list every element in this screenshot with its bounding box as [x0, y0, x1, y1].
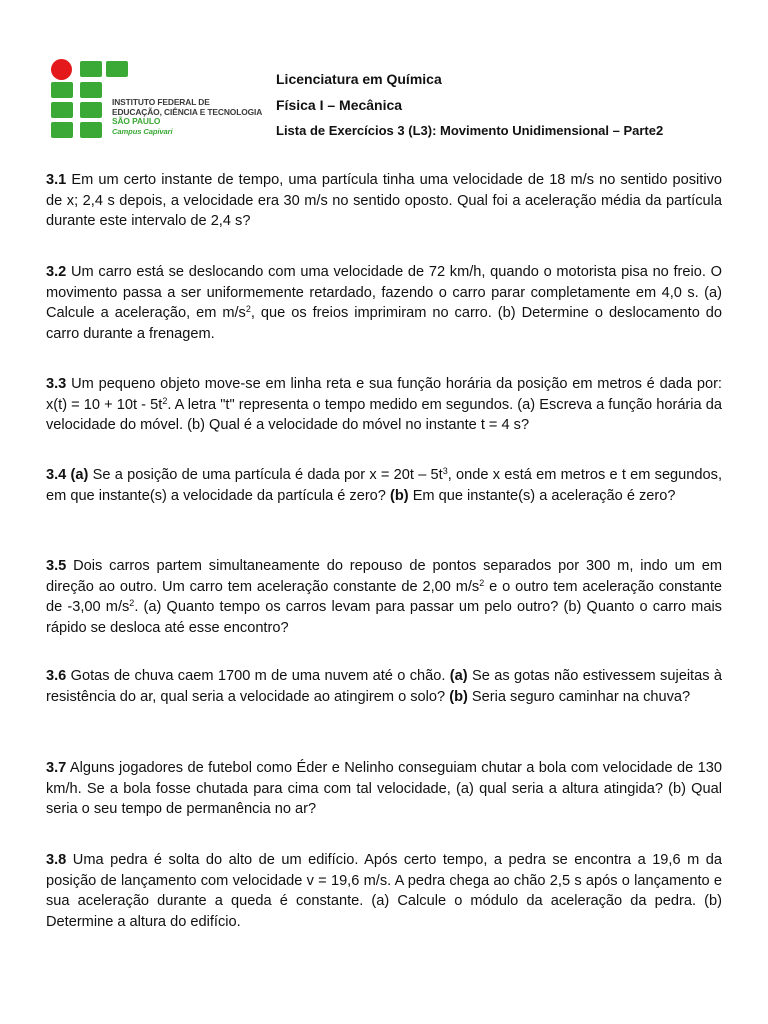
question-text: . A letra "t" representa o tempo medido em segundos. (a) Escreva a função horária da velocidade do móvel. (b) Qual é a velocidade do móvel no instante t = 4 s? — [46, 396, 722, 433]
part-a-label: (a) — [449, 668, 468, 684]
question-3-7 — [46, 758, 722, 820]
question-number: 3.1 — [46, 172, 67, 188]
logo-line-1: INSTITUTO FEDERAL DE — [112, 97, 210, 107]
question-number: 3.6 — [46, 668, 67, 684]
question-text: Um carro está se deslocando com uma velocidade de 72 km/h, quando o motorista pisa no freio. O movimento passa a ser uniformemente retardado, fazendo o carro parar completamente em 4,0 s. (a) Calcule a aceleração, em m/s — [46, 264, 722, 321]
question-text: Em um certo instante de tempo, uma partícula tinha uma velocidade de 18 m/s no sentido positivo de x; 2,4 s depois, a velocidade era 30 m/s no sentido oposto. Qual foi a aceleração média da partícula durante este intervalo de 2,4 s? — [46, 172, 722, 229]
question-text: Dois carros partem simultaneamente do repouso de pontos separados por 300 m, indo um em direção ao outro. Um carro tem aceleração constante de 2,00 m/s — [46, 558, 722, 595]
part-b-label: (b) — [389, 487, 409, 504]
question-3-2 — [46, 262, 722, 344]
question-text: e o outro tem aceleração constante de -3,00 m/s — [46, 578, 722, 615]
question-3-1 — [46, 170, 722, 232]
superscript: 2 — [245, 304, 251, 314]
question-3-4 — [46, 465, 722, 506]
question-number: 3.5 — [46, 558, 67, 574]
list-title: Lista de Exercícios 3 (L3): Movimento Unidimensional – Parte2 — [276, 123, 664, 138]
question-3-3 — [46, 374, 722, 436]
part-a-label: (a) — [70, 467, 89, 483]
question-number: 3.3 — [46, 376, 67, 392]
logo-line-3: SÃO PAULO — [112, 116, 161, 126]
question-3-8 — [46, 850, 722, 932]
question-text: Em que instante(s) a aceleração é zero? — [412, 487, 676, 504]
institution-logo — [48, 58, 263, 142]
logo-text — [112, 98, 262, 136]
question-text: . (a) Quanto tempo os carros levam para passar um pelo outro? (b) Quanto o carro mais rápido se desloca até esse encontro? — [46, 599, 722, 636]
question-text: , que os freios imprimiram no carro. (b) Determine o deslocamento do carro durante a frenagem. — [46, 305, 722, 342]
question-number: 3.2 — [46, 264, 67, 280]
question-number: 3.8 — [46, 852, 67, 868]
question-text: , onde x está em metros e t em segundos, em que instante(s) a velocidade da partícula é zero? — [46, 467, 722, 504]
course-title: Licenciatura em Química — [276, 71, 442, 87]
question-text: Se a posição de uma partícula é dada por x = 20t – 5t — [92, 467, 443, 483]
logo-red-dot — [51, 59, 72, 80]
logo-line-4: Campus Capivari — [112, 126, 173, 136]
superscript: 2 — [162, 395, 168, 406]
superscript: 2 — [129, 598, 135, 608]
superscript: 3 — [442, 466, 448, 476]
question-text: Seria seguro caminhar na chuva? — [471, 688, 691, 705]
question-3-5 — [46, 556, 722, 638]
document-header — [276, 66, 663, 144]
question-number: 3.4 — [46, 467, 67, 483]
question-text: Alguns jogadores de futebol como Éder e Nelinho conseguiam chutar a bola com velocidade de 130 km/h. Se a bola fosse chutada para cima com tal velocidade, (a) qual seria a altura atingida? (b) Qual seria o seu tempo de permanência no ar? — [46, 760, 723, 817]
subject-title: Física I – Mecânica — [276, 97, 403, 113]
question-text: Uma pedra é solta do alto de um edifício. Após certo tempo, a pedra se encontra a 19,6 m da posição de lançamento com velocidade v = 19,6 m/s. A pedra chega ao chão 2,5 s após o lançamento e sua aceleração durante a queda é constante. (a) Calcule o módulo da aceleração da pedra. (b) Determine a altura do edifício. — [46, 852, 722, 930]
part-b-label: (b) — [449, 688, 468, 705]
question-3-6 — [46, 666, 722, 707]
question-number: 3.7 — [46, 760, 67, 776]
question-text: Se as gotas não estivessem sujeitas à resistência do ar, qual seria a velocidade ao atingirem o solo? — [46, 668, 722, 705]
logo-line-2: EDUCAÇÃO, CIÊNCIA E TECNOLOGIA — [112, 106, 263, 117]
question-text: Gotas de chuva caem 1700 m de uma nuvem até o chão. — [70, 668, 446, 684]
superscript: 2 — [479, 577, 485, 588]
question-text: Um pequeno objeto move-se em linha reta e sua função horária da posição em metros é dada por: x(t) = 10 + 10t - 5t — [46, 376, 722, 413]
